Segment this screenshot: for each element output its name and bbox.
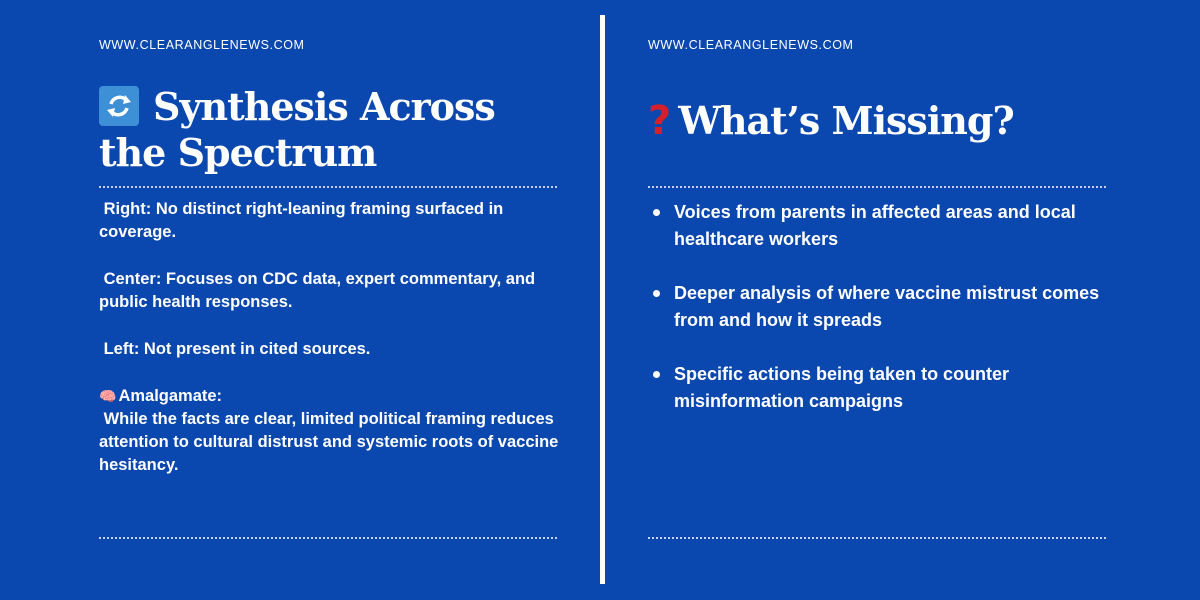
amalgamate-heading [99, 385, 559, 408]
list-item-text: Voices from parents in affected areas and local healthcare workers [674, 202, 1076, 249]
question-mark-icon: ? [648, 98, 671, 144]
list-item [648, 361, 1108, 415]
list-item-text: Deeper analysis of where vaccine mistrust comes from and how it spreads [674, 283, 1100, 330]
right-framing-text: Right: No distinct right-leaning framing surfaced in coverage. [99, 200, 504, 241]
synthesis-title-text: Synthesis Across the Spectrum [99, 84, 495, 175]
top-dotted-rule [99, 186, 557, 188]
amalgamate-label: Amalgamate: [118, 387, 223, 405]
missing-panel [648, 0, 1108, 600]
arrows-cycle-icon [99, 86, 139, 126]
brain-icon: 🧠 [99, 388, 117, 404]
missing-title-text: What’s Missing? [678, 98, 1014, 143]
bullet-icon [653, 290, 660, 297]
missing-title [648, 98, 1108, 144]
missing-list [648, 199, 1108, 442]
synthesis-panel [99, 0, 559, 600]
synthesis-body [99, 198, 559, 501]
center-divider [600, 15, 605, 584]
site-url: WWW.CLEARANGLENEWS.COM [648, 38, 854, 52]
site-url: WWW.CLEARANGLENEWS.COM [99, 38, 305, 52]
bottom-dotted-rule [648, 537, 1106, 539]
amalgamate-text: While the facts are clear, limited political framing reduces attention to cultural distrust and systemic roots of vaccine hesitancy. [99, 410, 559, 474]
synthesis-title [99, 84, 559, 176]
bottom-dotted-rule [99, 537, 557, 539]
list-item [648, 199, 1108, 253]
list-item [648, 280, 1108, 334]
bullet-icon [653, 371, 660, 378]
left-framing-text: Left: Not present in cited sources. [99, 340, 371, 358]
top-dotted-rule [648, 186, 1106, 188]
list-item-text: Specific actions being taken to counter misinformation campaigns [674, 364, 1010, 411]
center-framing-text: Center: Focuses on CDC data, expert commentary, and public health responses. [99, 270, 536, 311]
bullet-icon [653, 209, 660, 216]
